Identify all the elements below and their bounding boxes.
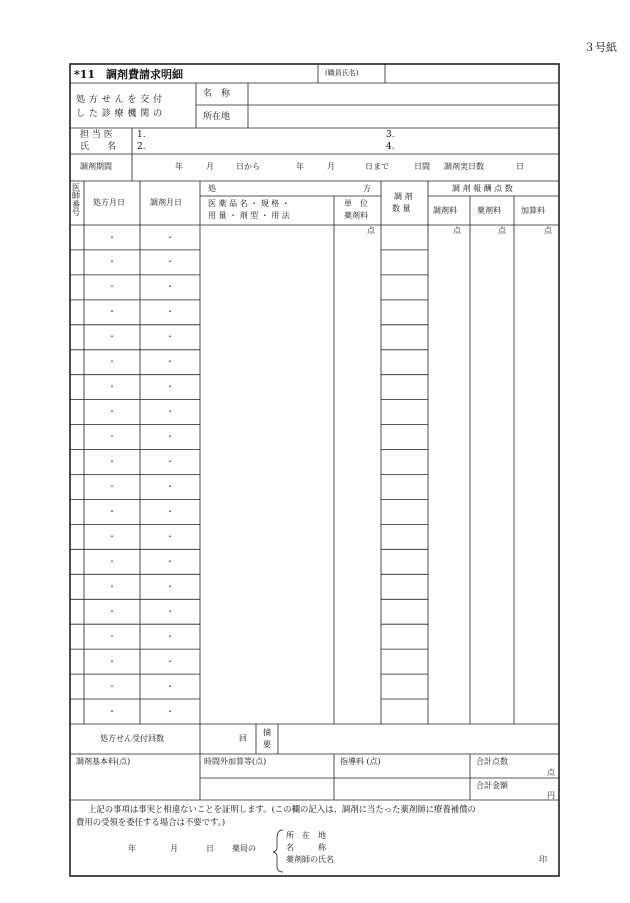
- dispense-date-dot[interactable]: ・: [166, 556, 174, 566]
- cert-month: 月: [170, 844, 178, 853]
- fee-drug-header: 薬剤料: [477, 206, 501, 215]
- dispense-date-dot[interactable]: ・: [166, 606, 174, 616]
- drug-header-line1: 医 薬 品 名 ・ 規 格 ・: [208, 199, 290, 208]
- rx-date-dot[interactable]: ・: [108, 581, 116, 591]
- prescription-header-left: 処: [208, 184, 216, 193]
- unit-point-label: 点: [367, 226, 375, 235]
- doctor-entry-2[interactable]: 2.: [137, 142, 146, 152]
- rx-date-dot[interactable]: ・: [108, 681, 116, 691]
- form-number: ３号紙: [584, 41, 617, 54]
- dispense-date-dot[interactable]: ・: [166, 482, 174, 491]
- rx-date-dot[interactable]: ・: [108, 332, 116, 342]
- rx-date-dot[interactable]: ・: [108, 382, 116, 392]
- fee-addition-point-label: 点: [544, 226, 552, 235]
- rx-date-dot[interactable]: ・: [108, 232, 116, 242]
- period-label: 調剤期間: [80, 162, 112, 171]
- dispense-date-header: 調剤月日: [150, 198, 182, 207]
- institution-address-label: 所在地: [203, 112, 231, 122]
- cert-day: 日: [206, 844, 214, 853]
- cert-name-label: 名 称: [286, 843, 326, 852]
- period-year-1: 年: [175, 162, 183, 171]
- actual-days-label: 調剤実日数: [444, 162, 484, 171]
- institution-address-field[interactable]: [250, 107, 555, 126]
- total-amount-unit: 円: [547, 791, 555, 800]
- period-month-2: 月: [327, 162, 335, 171]
- dispense-date-dot[interactable]: ・: [166, 531, 174, 541]
- prescription-header-right: 方: [363, 184, 371, 193]
- form-title: *11 調剤費請求明細: [74, 68, 184, 81]
- drug-header-line2: 用 量 ・ 剤 型 ・ 用 法: [208, 211, 290, 220]
- rx-date-dot[interactable]: ・: [108, 457, 116, 466]
- certification-line1: 上記の事項は事実と相違ないことを証明します。(この欄の記入は、調剤に当たった薬剤師に療養補償の: [88, 804, 476, 814]
- cert-year: 年: [128, 844, 136, 853]
- employee-name-label: (職員氏名): [325, 69, 359, 77]
- rx-date-dot[interactable]: ・: [108, 631, 116, 641]
- doctor-label-line2: 氏 名: [80, 142, 117, 152]
- overtime-label: 時間外加算等(点): [204, 757, 267, 766]
- total-amount-label: 合計金額: [476, 781, 508, 790]
- dispense-date-dot[interactable]: ・: [166, 282, 174, 292]
- dispense-date-dot[interactable]: ・: [166, 656, 174, 666]
- doctor-entry-3[interactable]: 3.: [386, 130, 395, 140]
- dispense-date-dot[interactable]: ・: [166, 232, 174, 242]
- remarks-label-1: 摘: [263, 728, 271, 737]
- seal-mark: 印: [539, 855, 547, 864]
- dispense-date-dot[interactable]: ・: [166, 332, 174, 342]
- certification-line2: 費用の受領を委任する場合は不要です。): [76, 817, 226, 827]
- rx-count-times: 回: [239, 734, 247, 743]
- cert-pharmacy-label: 薬局の: [232, 844, 256, 853]
- period-year-2: 年: [296, 162, 304, 171]
- dispense-date-dot[interactable]: ・: [166, 357, 174, 367]
- cert-address-label: 所 在 地: [286, 831, 326, 840]
- dispense-date-dot[interactable]: ・: [166, 581, 174, 591]
- institution-name-field[interactable]: [250, 85, 555, 103]
- doctor-label-line1: 担 当 医: [80, 130, 113, 140]
- remarks-label-2: 要: [263, 740, 271, 749]
- dispense-date-dot[interactable]: ・: [166, 307, 174, 317]
- rx-date-dot[interactable]: ・: [108, 257, 116, 267]
- institution-label-line1: 処 方 せ ん を 交 付: [76, 95, 163, 105]
- doctor-entry-1[interactable]: 1.: [137, 130, 146, 140]
- dispense-date-dot[interactable]: ・: [166, 506, 174, 516]
- actual-days-unit: 日: [516, 162, 524, 171]
- unit-header-line2: 薬剤料: [344, 211, 368, 220]
- institution-name-label: 名 称: [203, 89, 231, 99]
- rx-date-dot[interactable]: ・: [108, 556, 116, 566]
- guidance-label: 指導料 (点): [340, 757, 381, 766]
- rx-date-dot[interactable]: ・: [108, 506, 116, 516]
- dispense-date-dot[interactable]: ・: [166, 407, 174, 417]
- rx-date-dot[interactable]: ・: [108, 482, 116, 491]
- unit-header-line1: 単 位: [344, 199, 368, 208]
- rx-date-dot[interactable]: ・: [108, 282, 116, 292]
- total-points-unit: 点: [547, 768, 555, 777]
- rx-date-dot[interactable]: ・: [108, 357, 116, 367]
- period-from: 日から: [236, 162, 260, 171]
- remarks-field[interactable]: [282, 727, 555, 751]
- base-fee-label: 調剤基本料(点): [76, 757, 131, 766]
- clinic-no-header: 医 師 番 号: [72, 183, 80, 218]
- rx-date-dot[interactable]: ・: [108, 606, 116, 616]
- qty-header-line2: 数 量: [392, 204, 411, 213]
- rx-date-dot[interactable]: ・: [108, 407, 116, 417]
- fee-addition-header: 加算料: [521, 206, 545, 215]
- rx-count-label: 処方せん受付回数: [100, 734, 164, 743]
- period-month-1: 月: [206, 162, 214, 171]
- employee-name-field[interactable]: [390, 66, 555, 81]
- dispense-date-dot[interactable]: ・: [166, 457, 174, 466]
- rx-date-dot[interactable]: ・: [108, 307, 116, 317]
- rx-date-dot[interactable]: ・: [108, 656, 116, 666]
- dispense-date-dot[interactable]: ・: [166, 382, 174, 392]
- fee-group-header: 調 剤 報 酬 点 数: [452, 184, 513, 193]
- rx-date-header: 処方月日: [93, 198, 125, 207]
- dispense-date-dot[interactable]: ・: [166, 706, 174, 716]
- qty-header-line1: 調 剤: [394, 192, 413, 201]
- total-points-label: 合計点数: [476, 757, 508, 766]
- rx-date-dot[interactable]: ・: [108, 706, 116, 716]
- institution-label-line2: し た 診 療 機 関 の: [76, 109, 163, 119]
- fee-drug-point-label: 点: [498, 226, 506, 235]
- period-until: 日まで: [365, 162, 389, 171]
- doctor-entry-4[interactable]: 4.: [386, 142, 395, 152]
- fee-dispense-header: 調剤料: [433, 206, 457, 215]
- dispense-date-dot[interactable]: ・: [166, 631, 174, 641]
- cert-pharmacist-label: 薬剤師の氏名: [286, 855, 334, 864]
- rx-date-dot[interactable]: ・: [108, 531, 116, 541]
- period-days: 日間: [414, 162, 430, 171]
- dispense-date-dot[interactable]: ・: [166, 681, 174, 691]
- rx-date-dot[interactable]: ・: [108, 432, 116, 442]
- dispense-date-dot[interactable]: ・: [166, 257, 174, 267]
- dispense-date-dot[interactable]: ・: [166, 432, 174, 442]
- fee-dispense-point-label: 点: [453, 226, 461, 235]
